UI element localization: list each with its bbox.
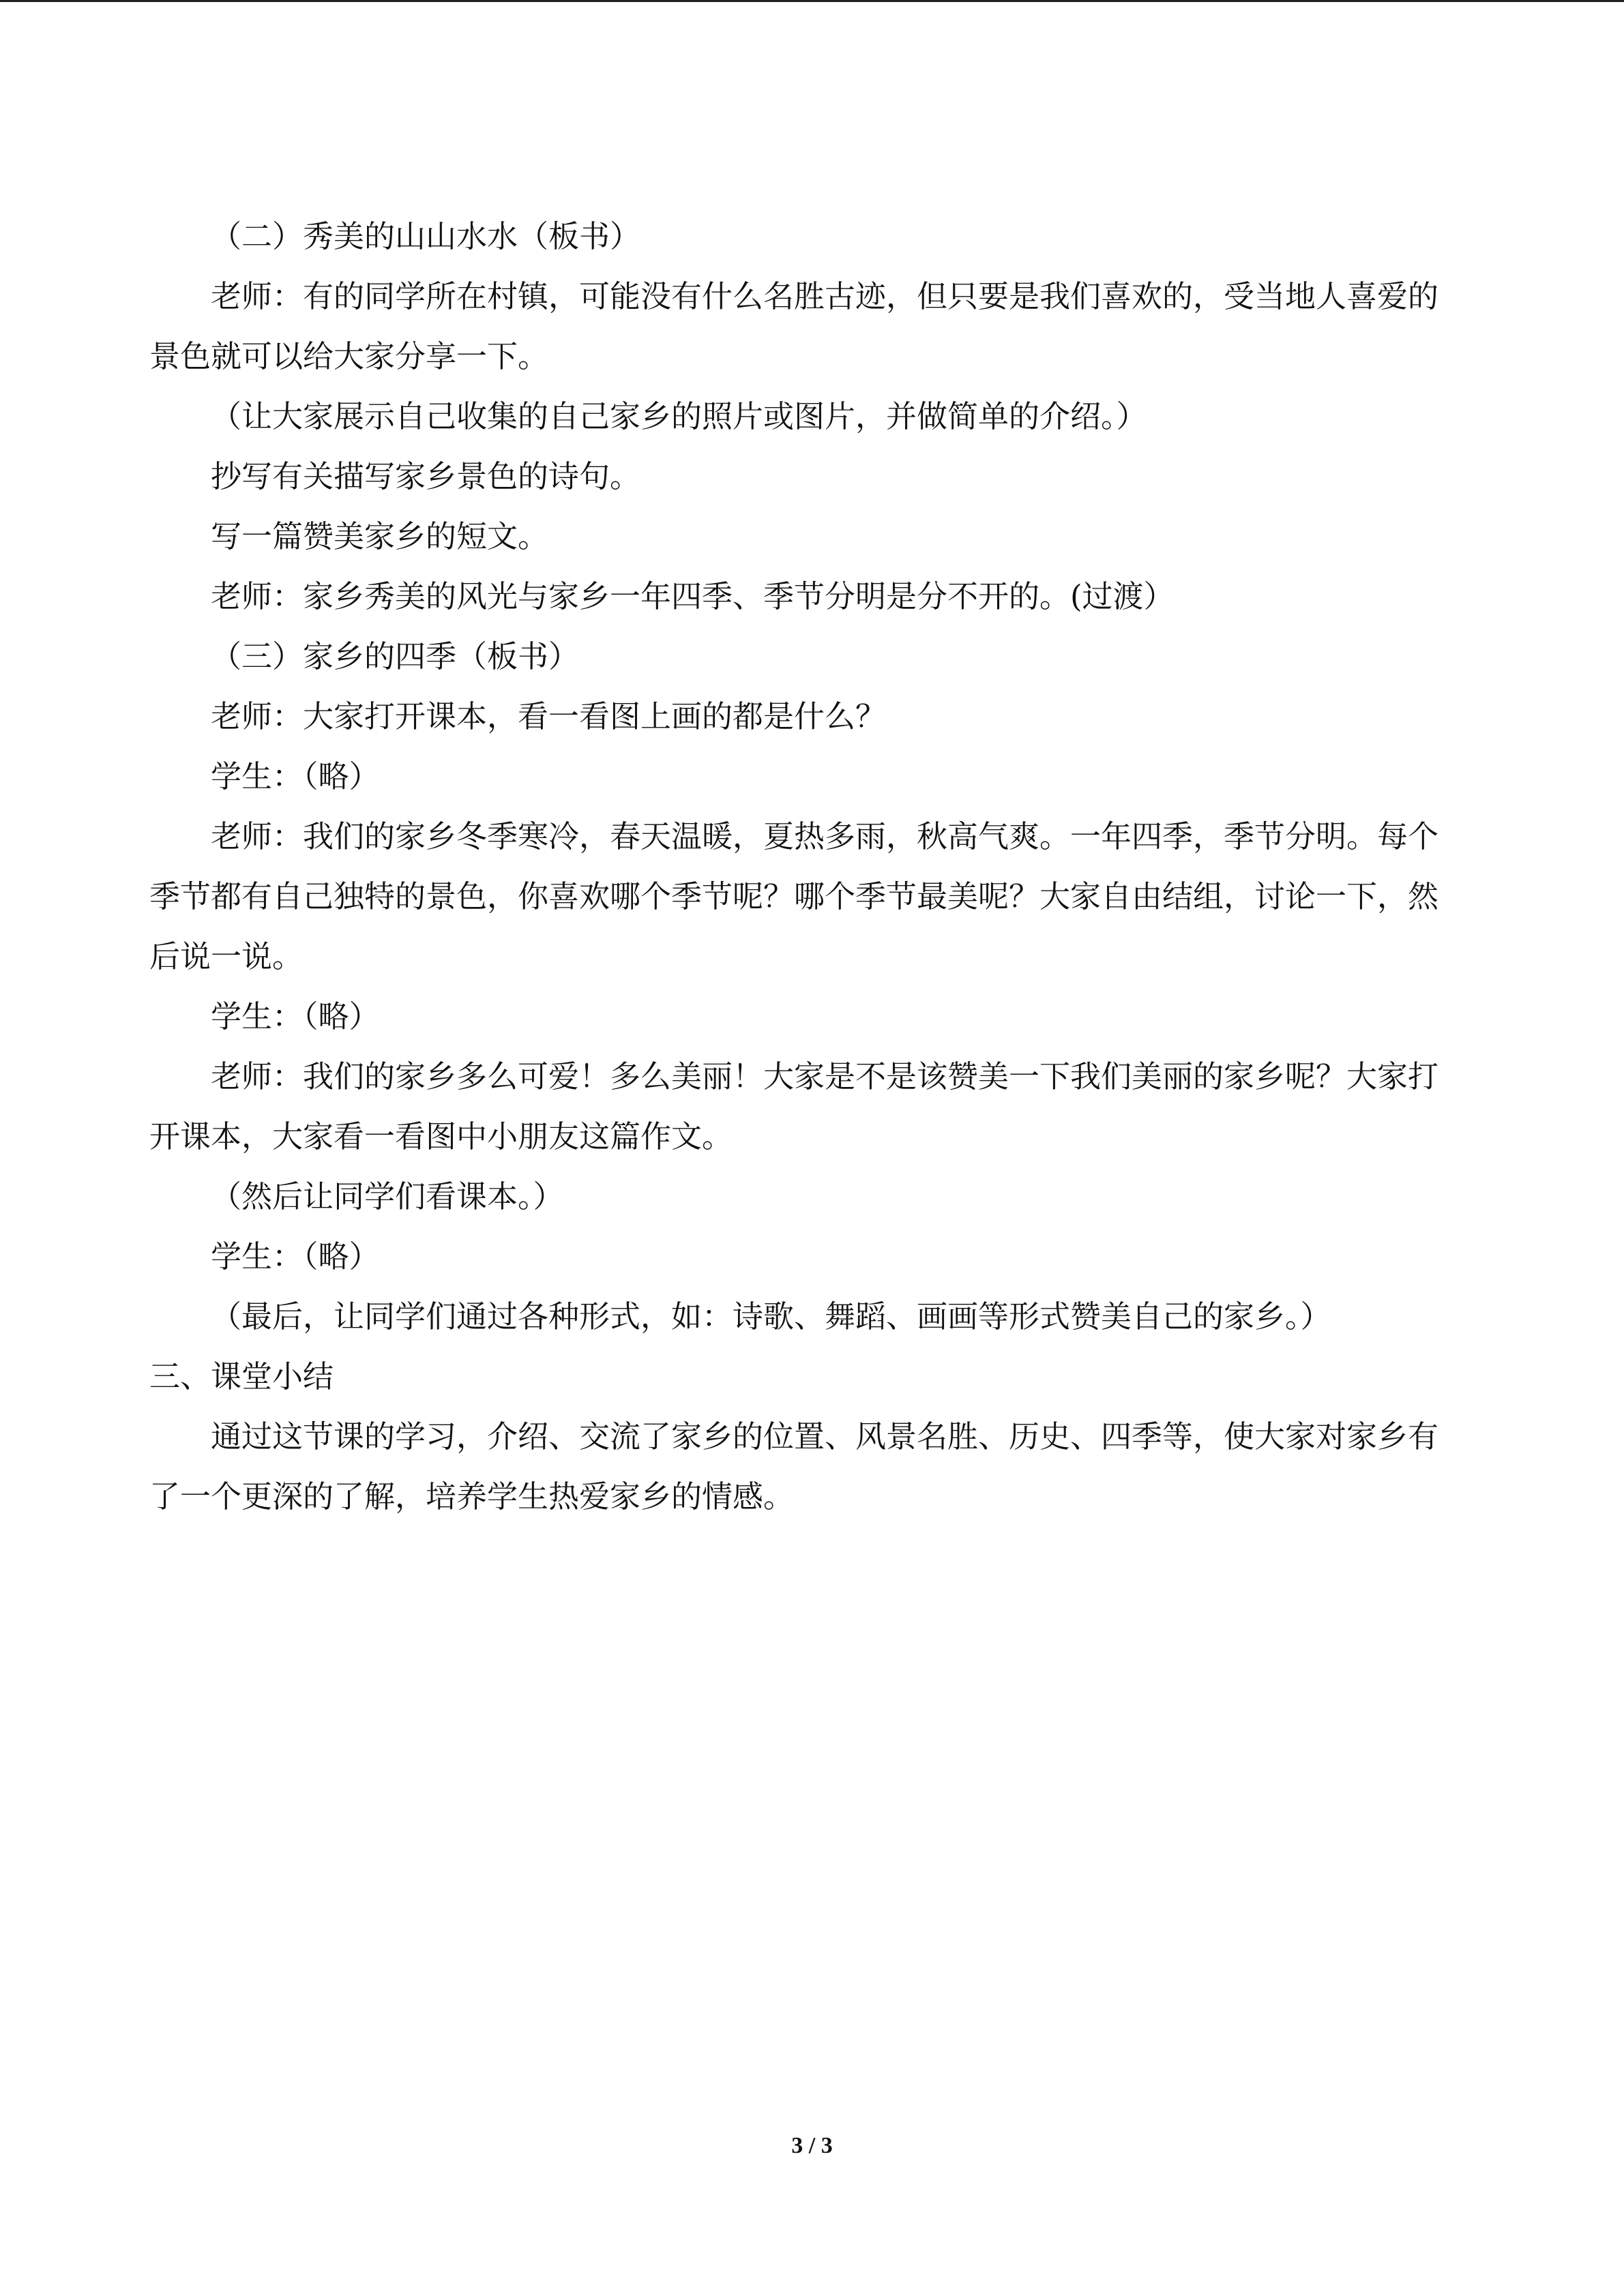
paragraph-show-photos: （让大家展示自己收集的自己家乡的照片或图片，并做简单的介绍。） — [211, 398, 1147, 434]
paragraph-teacher-transition: 老师：家乡秀美的风光与家乡一年四季、季节分明是分不开的。(过渡） — [211, 578, 1175, 614]
paragraph-student-response: 学生：（略） — [211, 1238, 380, 1274]
page-number: 3 / 3 — [791, 2133, 833, 2158]
section-heading-summary: 三、课堂小结 — [149, 1358, 334, 1395]
paragraph-teacher-scenery: 老师：有的同学所在村镇，可能没有什么名胜古迹，但只要是我们喜欢的，受当地人喜爱的景色就可以给大家分享一下。 — [149, 278, 1439, 374]
paragraph-read-textbook: （然后让同学们看课本。） — [211, 1178, 564, 1214]
paragraph-copy-poems: 抄写有关描写家乡景色的诗句。 — [211, 458, 641, 494]
paragraph-student-response: 学生：（略） — [211, 998, 380, 1034]
paragraph-student-response: 学生：（略） — [211, 758, 380, 794]
paragraph-teacher-praise: 老师：我们的家乡多么可爱！多么美丽！大家是不是该赞美一下我们美丽的家乡呢？大家打开课本，大家看一看图中小朋友这篇作文。 — [149, 1058, 1439, 1154]
page-top-border — [0, 0, 1624, 2]
paragraph-write-essay: 写一篇赞美家乡的短文。 — [211, 518, 549, 554]
paragraph-final-activity: （最后，让同学们通过各种形式，如：诗歌、舞蹈、画画等形式赞美自己的家乡。） — [211, 1298, 1331, 1335]
section-heading-scenery: （二）秀美的山山水水（板书） — [211, 218, 641, 254]
document-body — [149, 207, 1456, 1527]
paragraph-summary: 通过这节课的学习，介绍、交流了家乡的位置、风景名胜、历史、四季等，使大家对家乡有了一个更深的了解，培养学生热爱家乡的情感。 — [149, 1418, 1439, 1515]
section-heading-seasons: （三）家乡的四季（板书） — [211, 638, 580, 674]
paragraph-teacher-seasons: 老师：我们的家乡冬季寒冷，春天温暖，夏热多雨，秋高气爽。一年四季，季节分明。每个季节都有自己独特的景色，你喜欢哪个季节呢？哪个季节最美呢？大家自由结组，讨论一下，然后说一说。 — [149, 818, 1439, 974]
paragraph-teacher-open-book: 老师：大家打开课本，看一看图上画的都是什么？ — [211, 698, 887, 734]
